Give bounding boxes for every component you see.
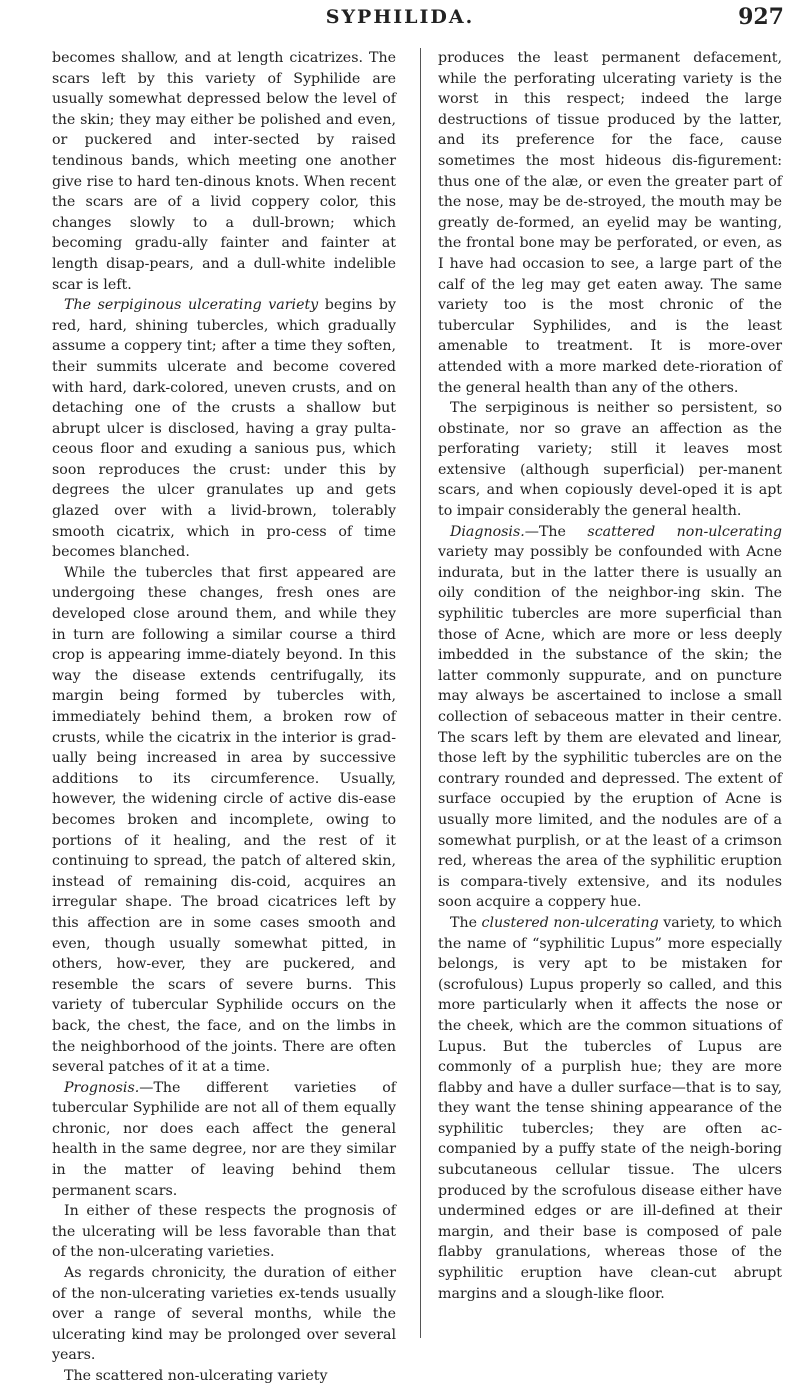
paragraph: becomes shallow, and at length cicatrizes. The scars left by this variety of Syphilide are usually somewhat depressed below the level of the skin; they may either be polished and even, or puckered and inter-sected by raised tendinous bands, which meeting one another give rise to hard ten-dinous knots. When recent the scars are of a livid coppery color, this changes slowly to a dull-brown; which becoming gradu-ally fainter and fainter at length disap-pears, and a dull-white indelible scar is left. [52, 50, 396, 293]
paragraph: produces the least permanent defacement, while the perforating ulcerating variety is the worst in this respect; indeed the large destructions of tissue produced by the latter, and its preference for the face, cause sometimes the most hideous dis-figurement: thus one of the alæ, or even the greater part of the nose, may be de-stroyed, the mouth may be greatly de-formed, an eyelid may be wanting, the frontal bone may be perforated, or even, as I have had occasion to see, a large part of the calf of the leg may get eaten away. The same variety too is the most chronic of the tubercular Syphilides, and is the least amenable to treatment. It is more-over attended with a more marked dete-rioration of the general health than any of the others. [438, 50, 782, 396]
section-heading: Diagnosis. [450, 523, 525, 540]
right-column [438, 48, 782, 1304]
paragraph-text: —The different varieties of tubercular Syphilide are not all of them equally chronic, nor does each affect the general health in the same degree, nor are they similar in the matter of leaving behind them permanent scars. [52, 1079, 396, 1199]
paragraph-text: —The [524, 523, 588, 540]
column-divider [420, 48, 421, 1338]
paragraph: The scattered non-ulcerating variety [64, 1368, 328, 1384]
page-number: 927 [738, 4, 784, 30]
paragraph [438, 522, 782, 913]
paragraph-text: begins by red, hard, shining tubercles, which gradually assume a coppery tint; after a time they soften, their summits ulcerate and become covered with hard, dark-colored, uneven crusts, and on detaching one of the crusts a shallow but abrupt ulcer is disclosed, having a gray pulta-ceous floor and exuding a sanious pus, which soon reproduces the crust: under this by degrees the ulcer granulates up and gets glazed over with a livid-brown, tolerably smooth cicatrix, which in pro-cess of time becomes blanched. [52, 297, 396, 561]
paragraph [52, 295, 396, 563]
paragraph: While the tubercles that first appeared are undergoing these changes, fresh ones are developed close around them, and while they in turn are following a similar course a third crop is appearing imme-diately beyond. In this way the disease extends centrifugally, its margin being formed by tubercles with, immediately behind them, a broken row of crusts, while the cicatrix in the interior is grad-ually being increased in area by successive additions to its circumference. Usually, however, the widening circle of active dis-ease becomes broken and incomplete, owing to portions of it healing, and the rest of it continuing to spread, the patch of altered skin, instead of remaining dis-coid, acquires an irregular shape. The broad cicatrices left by this affection are in some cases smooth and even, though usually somewhat pitted, in others, how-ever, they are puckered, and resemble the scars of severe burns. This variety of tubercular Syphilide occurs on the back, the chest, the face, and on the limbs in the neighborhood of the joints. There are often several patches of it at a time. [52, 564, 396, 1076]
paragraph-text: The [450, 914, 482, 931]
section-heading: The serpiginous ulcerating variety [64, 297, 319, 314]
paragraph: The serpiginous is neither so persistent, so obstinate, nor so grave an affection as the perforating variety; still it leaves most extensive (although superficial) per-manent scars, and when copiously devel-oped it is apt to impair considerably the general health. [438, 400, 782, 520]
section-heading: Prognosis. [64, 1079, 140, 1096]
emphasis-term: clustered non-ulcerating [481, 914, 659, 931]
paragraph [438, 913, 782, 1304]
paragraph: In either of these respects the prognosis of the ulcerating will be less favorable than that of the non-ulcerating varieties. [52, 1203, 396, 1261]
paragraph [52, 1078, 396, 1202]
running-head: SYPHILIDA. [325, 6, 475, 28]
paragraph-text: variety may possibly be confounded with Acne indurata, but in the latter there is usually an oily condition of the neighbor-ing skin. The syphilitic tubercles are more superficial than those of Acne, which are more or less deeply imbedded in the substance of the skin; the latter commonly suppurate, and on puncture may always be ascertained to inclose a small collection of sebaceous matter in their centre. The scars left by them are elevated and linear, those left by the syphilitic tubercles are on the contrary rounded and depressed. The extent of surface occupied by the eruption of Acne is usually more limited, and the nodules are of a somewhat purplish, or at the least of a crimson red, whereas the area of the syphilitic eruption is compara-tively extensive, and its nodules soon acquire a coppery hue. [438, 544, 782, 911]
paragraph: As regards chronicity, the duration of either of the non-ulcerating varieties ex-tends usually over a range of several months, while the ulcerating kind may be prolonged over several years. [52, 1265, 396, 1364]
emphasis-term: scattered non-ulcerating [587, 523, 782, 540]
page-header [0, 2, 800, 32]
left-column [52, 48, 396, 1387]
paragraph-text: variety, to which the name of “syphilitic Lupus” more especially belongs, is very apt to be mistaken for (scrofulous) Lupus properly so called, and this more particularly when it affects the nose or the cheek, which are the common situations of Lupus. But the tubercles of Lupus are commonly of a purplish hue; they are more flabby and have a duller surface—that is to say, they want the tense shining appearance of the syphilitic tubercles; they are often ac-companied by a puffy state of the neigh-boring subcutaneous cellular tissue. The ulcers produced by the scrofulous disease either have undermined edges or are ill-defined at their margin, and their base is composed of pale flabby granulations, whereas those of the syphilitic eruption have clean-cut abrupt margins and a slough-like floor. [438, 914, 782, 1302]
